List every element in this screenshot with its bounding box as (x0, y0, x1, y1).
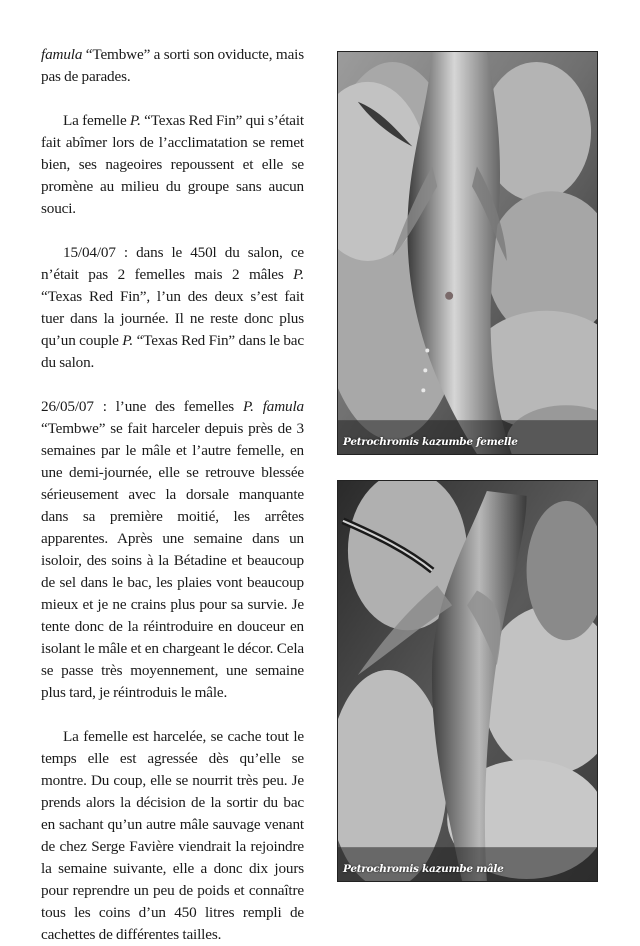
article-text-column (41, 44, 304, 946)
photo-caption-female: Petrochromis kazumbe femelle (343, 436, 518, 448)
paragraph-26-05-07 (41, 396, 304, 704)
paragraph-text: “Tembwe” a sorti son oviducte, mais pas de parades. (41, 46, 304, 85)
paragraph-text: “Texas Red Fin” qui s’était fait abîmer lors de l’acclimatation se remet bien, ses nageoires repoussent et elle se promène au milieu du groupe sans aucun souci. (41, 112, 304, 217)
paragraph-text: La femelle (63, 112, 130, 129)
italic-species-name: famula (41, 46, 83, 63)
fish-photo-male-image (338, 481, 597, 881)
paragraph-text: 26/05/07 : l’une des femelles (41, 398, 243, 415)
paragraph-text: “Tembwe” se fait harceler depuis près de 3 semaines par le mâle et l’autre femelle, en une demi-journée, elle se retrouve blessée sérieusement avec la dorsale manquante dans sa première moitié, les arrêtes apparentes. Après une semaine dans un isoloir, des soins à la Bétadine et beaucoup de sel dans le bac, les plaies vont beaucoup mieux et je ne crains plus pour sa survie. Je tente donc de la réintroduire en douceur en isolant le mâle et en chargeant le décor. Cela se passe très moyennement, une semaine plus tard, je réintroduis le mâle. (41, 420, 304, 701)
paragraph-text: 15/04/07 : dans le 450l du salon, ce n’était pas 2 femelles mais 2 mâles (41, 244, 304, 283)
photo-caption-male: Petrochromis kazumbe mâle (343, 863, 504, 875)
photo-male-fish (337, 480, 598, 882)
paragraph-text: La femelle est harcelée, se cache tout le temps elle est agressée dès qu’elle se montre. Du coup, elle se nourrit très peu. Je prends alors la décision de la sortir du bac en sachant qu’un autre mâle sauvage venant de chez Serge Favière viendrait la rejoindre la semaine suivante, elle a donc dix jours pour reprendre un peu de poids et connaître tous les coins d’un 450 litres rempli de cachettes de différentes tailles. (41, 728, 304, 943)
photo-female-fish (337, 51, 598, 455)
italic-species-name: P. (293, 266, 304, 283)
italic-species-name: P. (122, 332, 134, 349)
paragraph-female-harassed (41, 726, 304, 946)
paragraph-famula-continuation (41, 44, 304, 88)
paragraph-15-04-07 (41, 242, 304, 374)
italic-species-name: P. (129, 112, 141, 129)
paragraph-text: “Texas Red Fin” dans le bac du salon. (41, 332, 304, 371)
paragraph-texas-red-fin-recovery (41, 110, 304, 220)
fish-photo-female-image (338, 52, 597, 454)
paragraph-text: “Texas Red Fin”, l’un des deux s’est fait tuer dans la journée. Il ne reste donc plus qu’un couple (41, 288, 304, 349)
italic-species-name: P. famula (242, 398, 304, 415)
